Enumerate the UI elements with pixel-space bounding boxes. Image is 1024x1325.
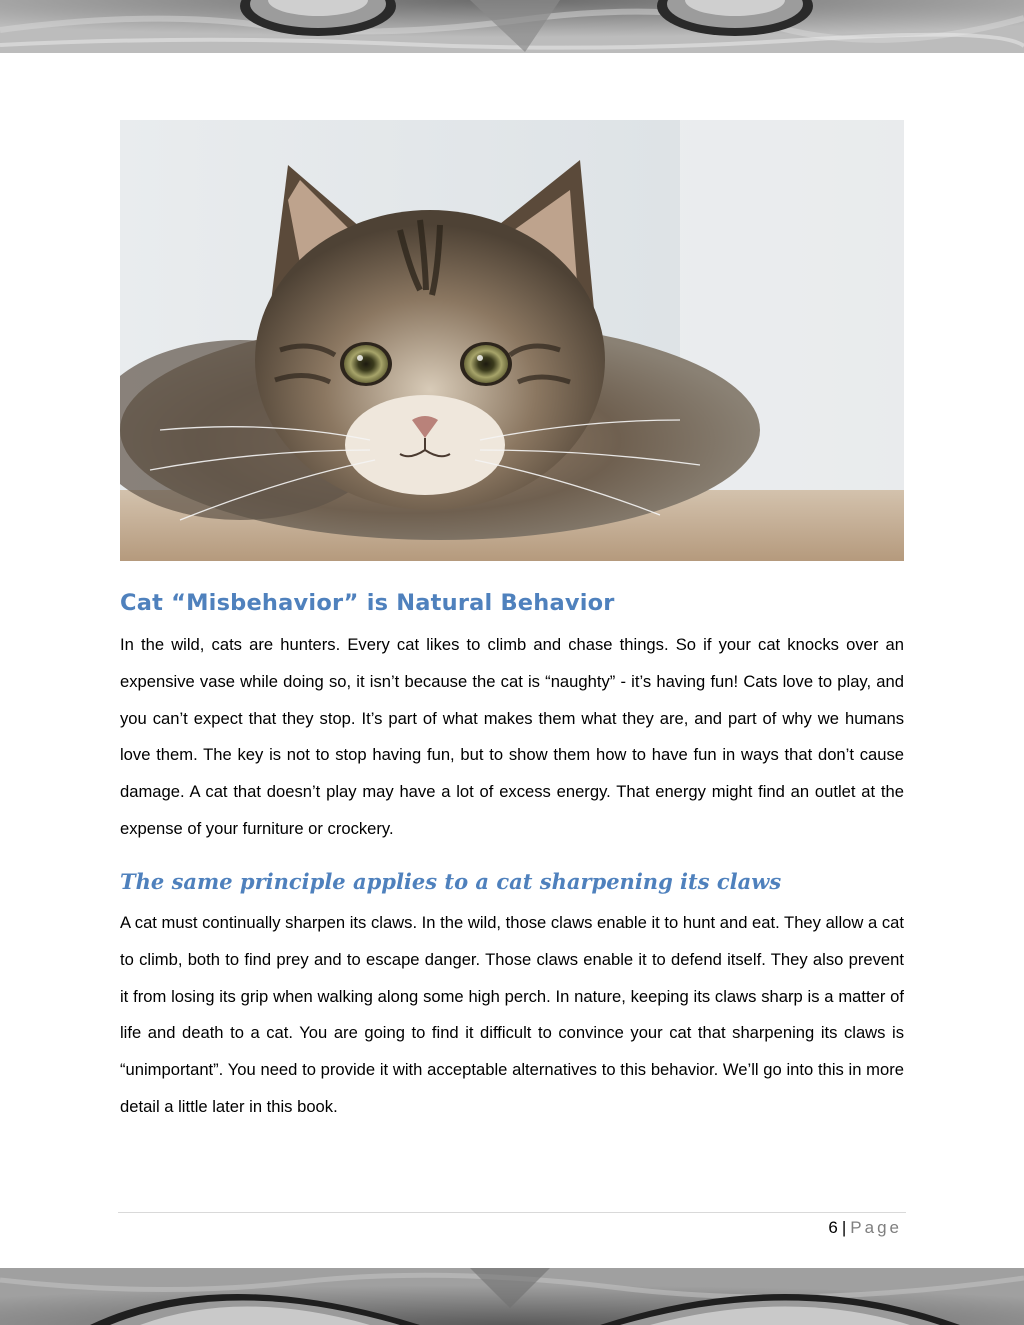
page-separator: | (841, 1218, 847, 1237)
subheading-sharpening-claws: The same principle applies to a cat sharpening its claws (120, 869, 782, 894)
bottom-banner-cat-eyes (0, 1268, 1024, 1325)
page-label: Page (850, 1218, 902, 1237)
paragraph-natural-behavior: In the wild, cats are hunters. Every cat likes to climb and chase things. So if your cat knocks over an expensive vase while doing so, it isn’t because the cat is “naughty” - it’s having fun! Cats love to play, and you can’t expect that they stop. It’s part of what makes them what they are, and part of why we humans love them. The key is not to stop having fun, but to show them how to have fun in ways that don’t cause damage. A cat that doesn’t play may have a lot of excess energy. That energy might find an outlet at the expense of your furniture or crockery. (120, 635, 904, 838)
page-number: 6 (828, 1218, 838, 1237)
footer-divider (118, 1212, 906, 1213)
section-heading-natural-behavior: Cat “Misbehavior” is Natural Behavior (120, 590, 615, 616)
page-footer (828, 1218, 902, 1238)
paragraph-sharpening-claws: A cat must continually sharpen its claws. In the wild, those claws enable it to hunt and eat. They allow a cat to climb, both to find prey and to escape danger. Those claws enable it to defend itself. They also prevent it from losing its grip when walking along some high perch. In nature, keeping its claws sharp is a matter of life and death to a cat. You are going to find it difficult to convince your cat that sharpening its claws is “unimportant”. You need to provide it with acceptable alternatives to this behavior. We’ll go into this in more detail a little later in this book. (120, 913, 904, 1116)
cat-photo (120, 120, 904, 561)
top-banner-cat-eyes (0, 0, 1024, 53)
